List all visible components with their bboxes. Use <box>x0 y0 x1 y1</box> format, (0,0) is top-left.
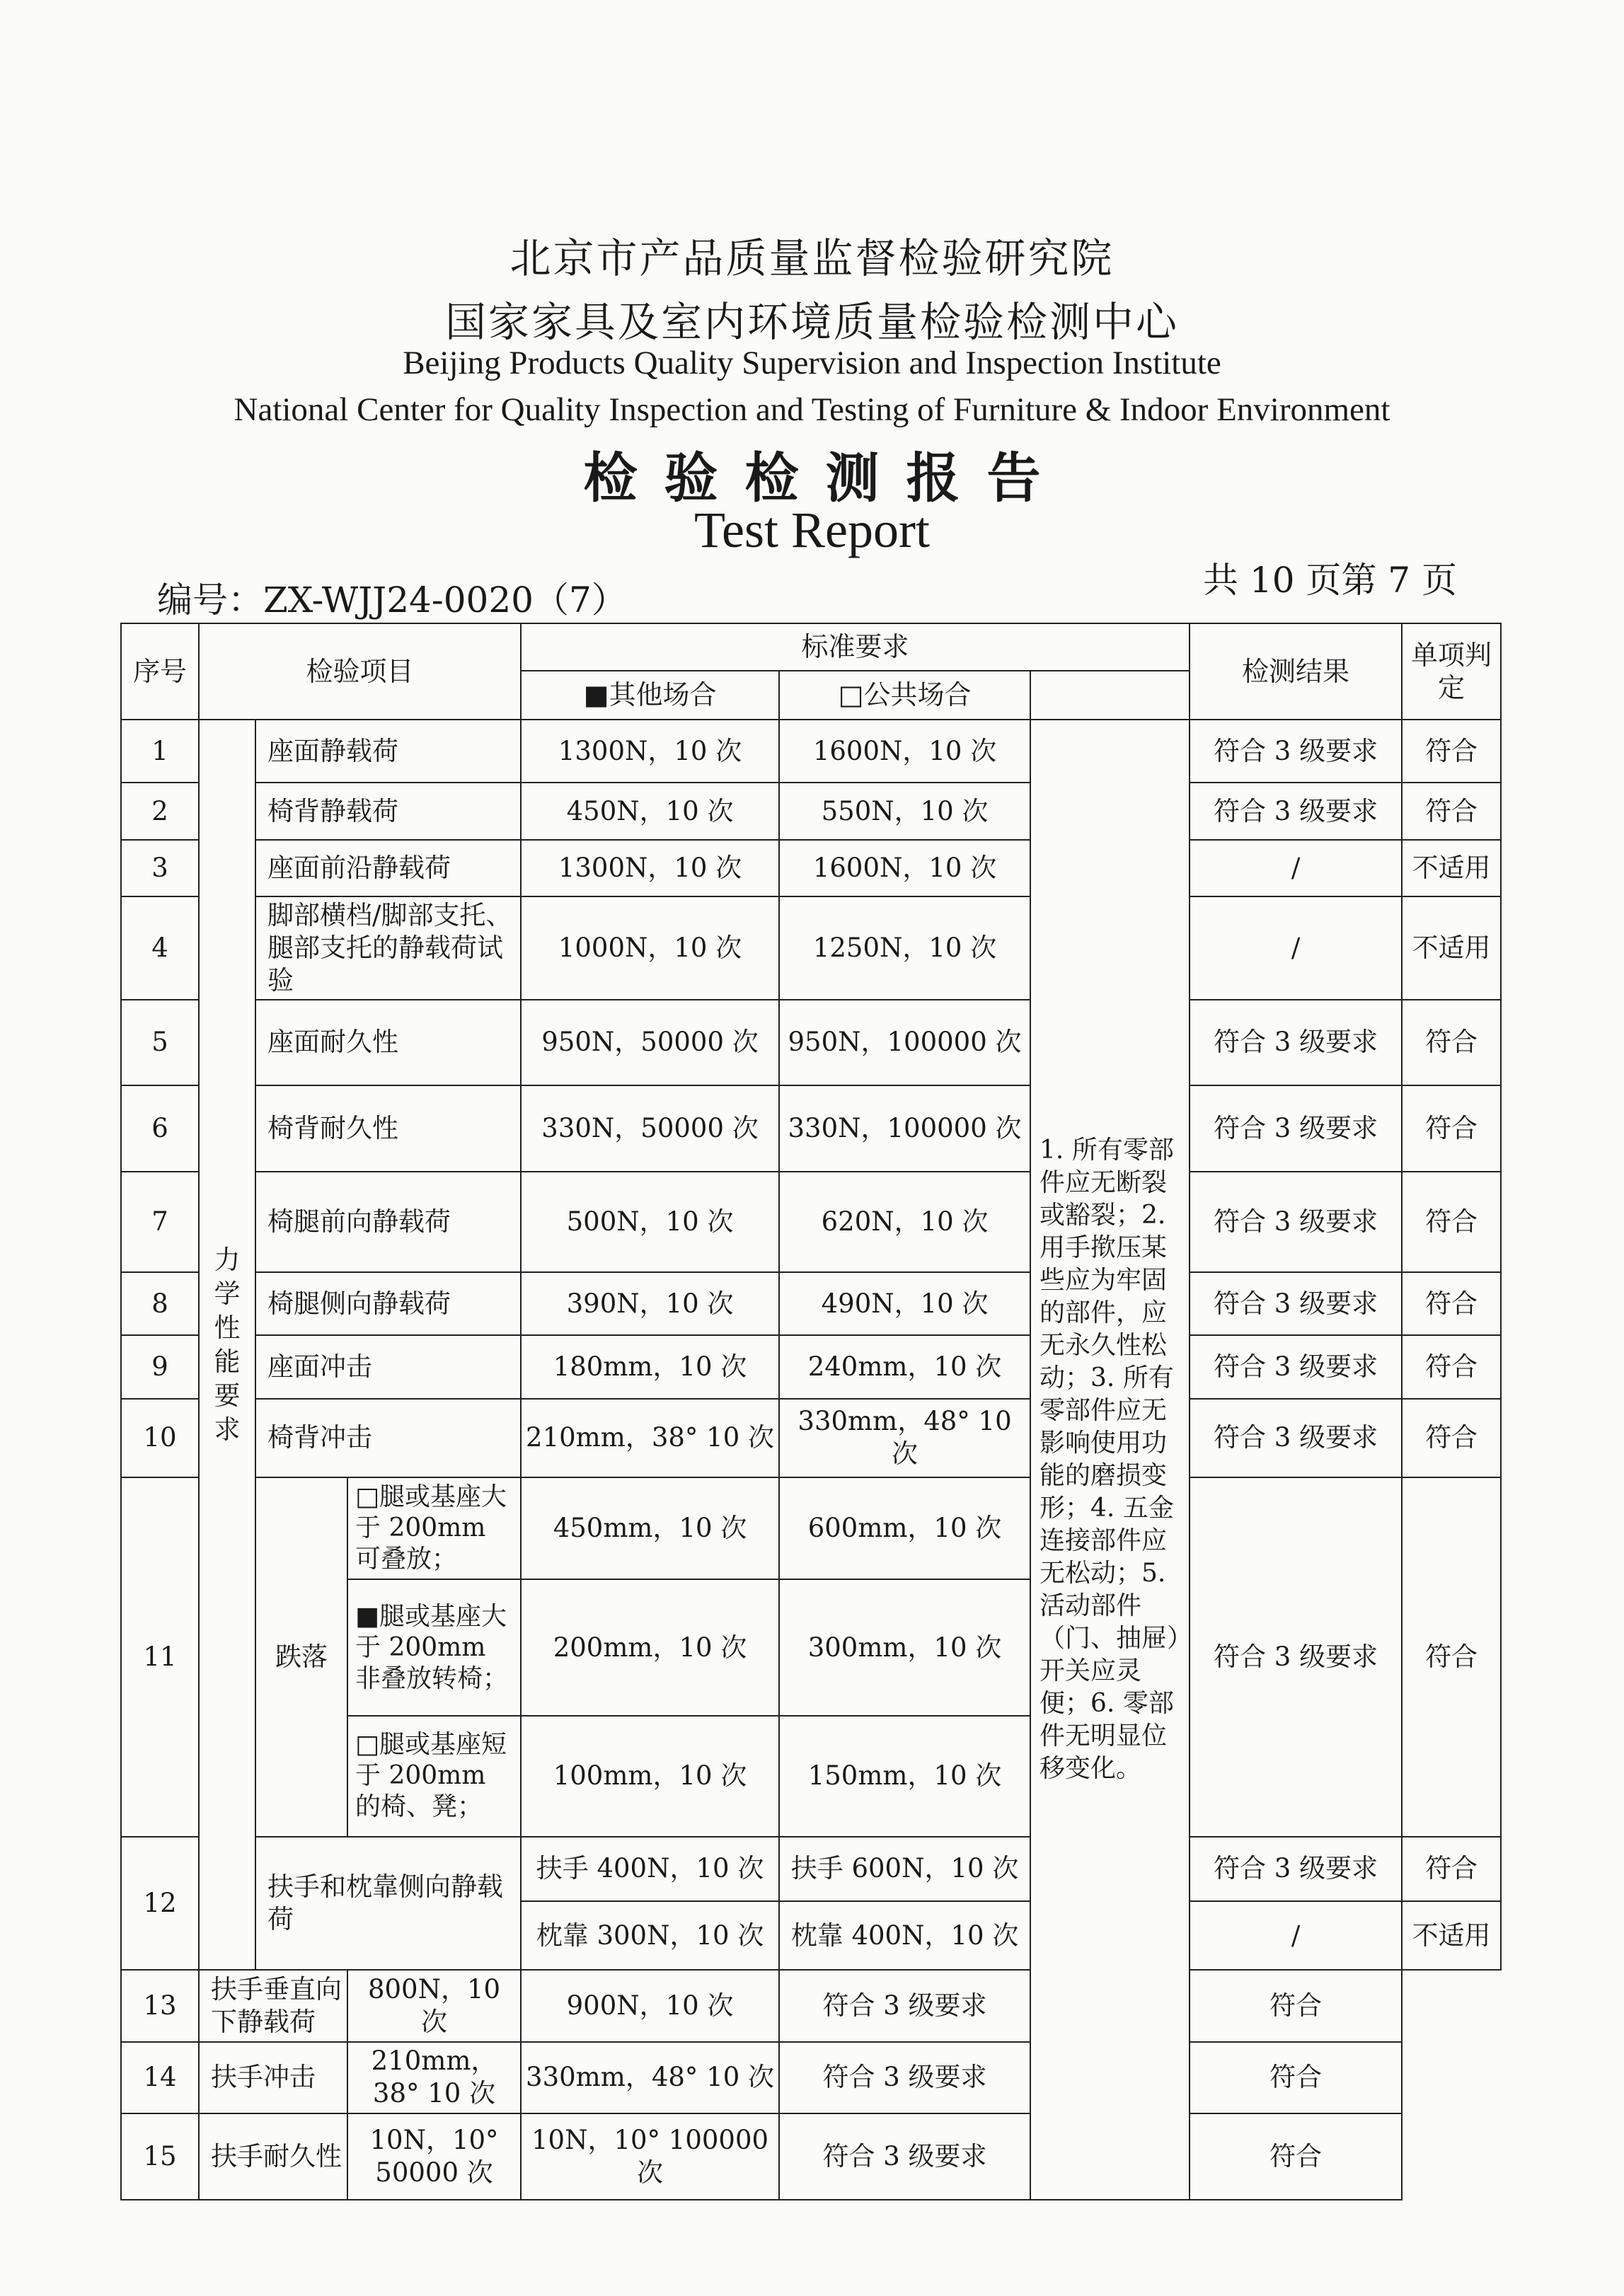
fall-label: 跌落 <box>255 1477 347 1836</box>
row-public: 300mm，10 次 <box>779 1579 1030 1716</box>
row-public: 枕靠 400N，10 次 <box>779 1901 1030 1970</box>
row-no: 7 <box>121 1172 199 1272</box>
row-no: 12 <box>121 1837 199 1971</box>
row-public: 240mm，10 次 <box>779 1335 1030 1398</box>
row-no: 1 <box>121 720 199 783</box>
row-other: 800N，10 次 <box>347 1970 521 2041</box>
row-item: 扶手耐久性 <box>199 2113 347 2200</box>
row-other: 330N，50000 次 <box>521 1085 779 1172</box>
row-item: 扶手冲击 <box>199 2042 347 2113</box>
row-public: 扶手 600N，10 次 <box>779 1837 1030 1901</box>
row-no: 14 <box>121 2042 199 2113</box>
row-result: 符合 3 级要求 <box>1190 720 1402 783</box>
fall-option-label: ■腿或基座大于 200mm 非叠放转椅； <box>347 1579 521 1716</box>
row-public: 330mm，48° 10 次 <box>521 2042 779 2113</box>
row-public: 150mm，10 次 <box>779 1716 1030 1836</box>
row-no: 5 <box>121 1000 199 1086</box>
row-item: 扶手和枕靠侧向静载荷 <box>255 1837 521 1971</box>
row-judgment: 符合 <box>1402 720 1501 783</box>
col-standard-blank <box>1030 671 1190 720</box>
center-name-cn: 国家家具及室内环境质量检验检测中心 <box>444 298 1179 346</box>
row-public: 550N，10 次 <box>779 783 1030 840</box>
row-other: 1300N，10 次 <box>521 720 779 783</box>
row-other: 210mm，38° 10 次 <box>347 2042 521 2113</box>
row-no: 11 <box>121 1477 199 1836</box>
table-row <box>121 720 1501 783</box>
table-row <box>121 1970 1501 2041</box>
row-result: 符合 3 级要求 <box>1190 1000 1402 1086</box>
row-item: 扶手垂直向下静载荷 <box>199 1970 347 2041</box>
row-item: 座面静载荷 <box>255 720 521 783</box>
row-no: 15 <box>121 2113 199 2200</box>
row-item: 座面前沿静载荷 <box>255 840 521 896</box>
row-public: 1600N，10 次 <box>779 720 1030 783</box>
row-no: 10 <box>121 1399 199 1478</box>
test-results-table <box>120 623 1500 2200</box>
row-public: 950N，100000 次 <box>779 1000 1030 1086</box>
col-no-header: 序号 <box>121 623 199 720</box>
row-judgment: 不适用 <box>1402 896 1501 1000</box>
row-other: 1300N，10 次 <box>521 840 779 896</box>
row-no: 6 <box>121 1085 199 1172</box>
row-item: 椅背静载荷 <box>255 783 521 840</box>
row-other: 枕靠 300N，10 次 <box>521 1901 779 1970</box>
row-no: 9 <box>121 1335 199 1398</box>
row-other: 100mm，10 次 <box>521 1716 779 1836</box>
row-public: 10N，10° 100000 次 <box>521 2113 779 2200</box>
row-other: 950N，50000 次 <box>521 1000 779 1086</box>
fall-option-label: □腿或基座短于 200mm 的椅、凳； <box>347 1716 521 1836</box>
table-row <box>121 1085 1501 1172</box>
row-other: 180mm，10 次 <box>521 1335 779 1398</box>
table-row <box>121 1272 1501 1335</box>
row-result: 符合 3 级要求 <box>779 2042 1030 2113</box>
row-public: 900N，10 次 <box>521 1970 779 2041</box>
row-result: 符合 3 级要求 <box>1190 1272 1402 1335</box>
row-result: 符合 3 级要求 <box>1190 1172 1402 1272</box>
row-item: 座面冲击 <box>255 1335 521 1398</box>
report-title-cn: 检验检测报告 <box>583 446 1068 509</box>
row-result: 符合 3 级要求 <box>1190 1837 1402 1901</box>
table-row <box>121 1000 1501 1086</box>
requirements-note: 1. 所有零部件应无断裂或豁裂；2. 用手揿压某些应为牢固的部件，应无永久性松动；3. 所有零部件应无影响使用功能的磨损变形；4. 五金连接部件应无松动；5. 活动部件（门、抽屉）开关应灵便；6. 零部件无明显位移变化。 <box>1030 720 1190 2200</box>
row-other: 1000N，10 次 <box>521 896 779 1000</box>
row-result: 符合 3 级要求 <box>779 2113 1030 2200</box>
row-other: 200mm，10 次 <box>521 1579 779 1716</box>
table-row <box>121 840 1501 896</box>
row-judgment: 符合 <box>1190 2042 1402 2113</box>
row-judgment: 不适用 <box>1402 1901 1501 1970</box>
category-label: 力学性能要求 <box>199 720 255 1970</box>
row-public: 330mm，48° 10 次 <box>779 1399 1030 1478</box>
row-public: 330N，100000 次 <box>779 1085 1030 1172</box>
row-result: 符合 3 级要求 <box>1190 1335 1402 1398</box>
row-no: 3 <box>121 840 199 896</box>
col-item-header: 检验项目 <box>199 623 521 720</box>
row-no: 2 <box>121 783 199 840</box>
report-number: 编号：ZX-WJJ24-0020（7） <box>157 579 627 621</box>
row-no: 13 <box>121 1970 199 2041</box>
row-result: 符合 3 级要求 <box>1190 1085 1402 1172</box>
table-row <box>121 783 1501 840</box>
row-item: 脚部横档/脚部支托、腿部支托的静载荷试验 <box>255 896 521 1000</box>
table-row <box>121 1172 1501 1272</box>
row-public: 1250N，10 次 <box>779 896 1030 1000</box>
row-other: 210mm，38° 10 次 <box>521 1399 779 1478</box>
row-other: 扶手 400N，10 次 <box>521 1837 779 1901</box>
institute-name-en: Beijing Products Quality Supervision and Inspection Institute <box>403 345 1221 381</box>
row-other: 500N，10 次 <box>521 1172 779 1272</box>
row-judgment: 符合 <box>1402 1000 1501 1086</box>
table-row <box>121 1837 1501 1901</box>
row-other: 450mm，10 次 <box>521 1477 779 1579</box>
row-judgment: 符合 <box>1402 1172 1501 1272</box>
table-row <box>121 2113 1501 2200</box>
table-row <box>121 1335 1501 1398</box>
row-result: 符合 3 级要求 <box>1190 783 1402 840</box>
row-result: 符合 3 级要求 <box>779 1970 1030 2041</box>
row-judgment: 符合 <box>1402 1085 1501 1172</box>
row-public: 620N，10 次 <box>779 1172 1030 1272</box>
row-result: 符合 3 级要求 <box>1190 1399 1402 1478</box>
row-item: 椅背耐久性 <box>255 1085 521 1172</box>
row-other: 10N，10° 50000 次 <box>347 2113 521 2200</box>
row-item: 座面耐久性 <box>255 1000 521 1086</box>
col-standard-header: 标准要求 <box>521 623 1190 671</box>
fall-option-label: □腿或基座大于 200mm 可叠放； <box>347 1477 521 1579</box>
row-other: 390N，10 次 <box>521 1272 779 1335</box>
row-public: 600mm，10 次 <box>779 1477 1030 1579</box>
row-no: 4 <box>121 896 199 1000</box>
table-row <box>121 1399 1501 1478</box>
row-item: 椅背冲击 <box>255 1399 521 1478</box>
row-judgment: 符合 <box>1402 1837 1501 1901</box>
row-judgment: 不适用 <box>1402 840 1501 896</box>
center-name-en: National Center for Quality Inspection and Testing of Furniture & Indoor Environment <box>234 391 1390 428</box>
row-judgment: 符合 <box>1402 783 1501 840</box>
table-row <box>121 1477 1501 1579</box>
col-result-header: 检测结果 <box>1190 623 1402 720</box>
row-public: 490N，10 次 <box>779 1272 1030 1335</box>
row-judgment: 符合 <box>1402 1335 1501 1398</box>
page-info: 共 10 页第 7 页 <box>1203 560 1458 601</box>
row-judgment: 符合 <box>1402 1399 1501 1478</box>
row-judgment: 符合 <box>1402 1477 1501 1836</box>
col-other-header: ■其他场合 <box>521 671 779 720</box>
row-result: 符合 3 级要求 <box>1190 1477 1402 1836</box>
row-judgment: 符合 <box>1190 2113 1402 2200</box>
row-other: 450N，10 次 <box>521 783 779 840</box>
row-item: 椅腿侧向静载荷 <box>255 1272 521 1335</box>
row-public: 1600N，10 次 <box>779 840 1030 896</box>
row-result: / <box>1190 896 1402 1000</box>
table-row <box>121 2042 1501 2113</box>
institute-name-cn: 北京市产品质量监督检验研究院 <box>509 234 1115 282</box>
col-judgment-header: 单项判定 <box>1402 623 1501 720</box>
report-title-en: Test Report <box>694 502 930 558</box>
table-row <box>121 896 1501 1000</box>
row-result: / <box>1190 1901 1402 1970</box>
row-item: 椅腿前向静载荷 <box>255 1172 521 1272</box>
row-judgment: 符合 <box>1190 1970 1402 2041</box>
row-no: 8 <box>121 1272 199 1335</box>
row-judgment: 符合 <box>1402 1272 1501 1335</box>
col-public-header: □公共场合 <box>779 671 1030 720</box>
row-result: / <box>1190 840 1402 896</box>
